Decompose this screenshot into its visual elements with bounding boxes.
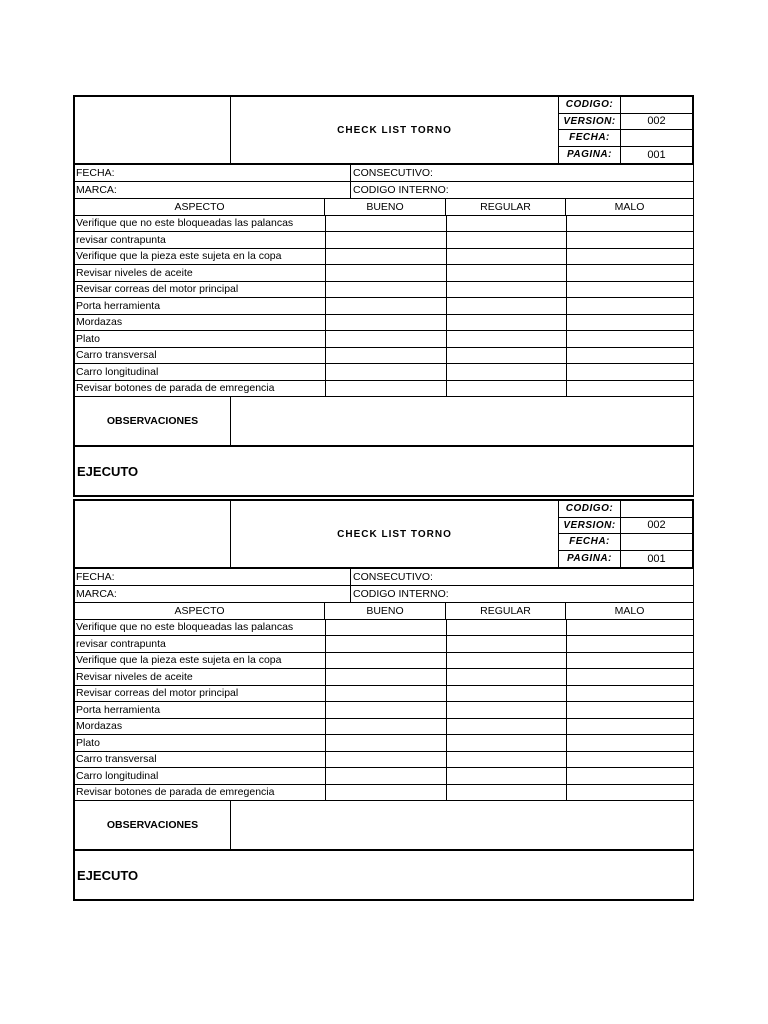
fecha-label: FECHA: [76, 167, 115, 179]
meta-row-version [559, 114, 692, 131]
codigo-label: CODIGO: [559, 501, 621, 517]
aspect-label: Plato [75, 331, 326, 347]
aspect-label: Verifique que la pieza este sujeta en la copa [75, 653, 326, 669]
info-row-fecha [73, 165, 694, 182]
aspect-label: revisar contrapunta [75, 636, 326, 652]
aspect-label: Mordazas [75, 315, 326, 331]
bueno-cell[interactable] [326, 216, 447, 232]
table-row [73, 669, 694, 686]
malo-cell[interactable] [567, 752, 693, 768]
regular-cell[interactable] [447, 298, 567, 314]
version-label: VERSION: [559, 518, 621, 534]
table-row [73, 216, 694, 233]
bueno-cell[interactable] [326, 348, 447, 364]
aspect-label: Carro longitudinal [75, 364, 326, 380]
bueno-cell[interactable] [326, 381, 447, 397]
bueno-cell[interactable] [326, 232, 447, 248]
malo-cell[interactable] [567, 249, 693, 265]
aspect-label: Revisar niveles de aceite [75, 265, 326, 281]
observaciones-label: OBSERVACIONES [75, 397, 231, 445]
aspect-label: Carro transversal [75, 348, 326, 364]
table-row [73, 719, 694, 736]
checklist-form [73, 499, 694, 901]
table-row [73, 364, 694, 381]
malo-cell[interactable] [567, 735, 693, 751]
consecutivo-field[interactable] [351, 165, 693, 181]
codigo-interno-label: CODIGO INTERNO: [353, 184, 449, 196]
codigo-interno-label: CODIGO INTERNO: [353, 588, 449, 600]
table-row [73, 315, 694, 332]
regular-cell[interactable] [447, 216, 567, 232]
pagina-label: PAGINA: [559, 551, 621, 568]
marca-label: MARCA: [76, 588, 117, 600]
aspect-label: Revisar correas del motor principal [75, 686, 326, 702]
malo-cell[interactable] [567, 636, 693, 652]
info-row-fecha [73, 569, 694, 586]
regular-cell[interactable] [447, 752, 567, 768]
regular-cell[interactable] [447, 669, 567, 685]
column-header-regular: REGULAR [446, 603, 566, 619]
table-row [73, 768, 694, 785]
malo-cell[interactable] [567, 348, 693, 364]
observaciones-field[interactable] [231, 801, 693, 849]
aspect-label: Revisar correas del motor principal [75, 282, 326, 298]
table-header [73, 603, 694, 620]
aspect-label: Mordazas [75, 719, 326, 735]
bueno-cell[interactable] [326, 785, 447, 801]
regular-cell[interactable] [447, 331, 567, 347]
form-title: CHECK LIST TORNO [337, 528, 452, 540]
form-title: CHECK LIST TORNO [337, 124, 452, 136]
malo-cell[interactable] [567, 785, 693, 801]
regular-cell[interactable] [447, 768, 567, 784]
malo-cell[interactable] [567, 702, 693, 718]
table-row [73, 381, 694, 398]
fecha-label: FECHA: [76, 571, 115, 583]
regular-cell[interactable] [447, 702, 567, 718]
bueno-cell[interactable] [326, 669, 447, 685]
column-header-malo: MALO [614, 604, 645, 617]
info-row-marca [73, 586, 694, 603]
table-row [73, 752, 694, 769]
aspect-label: Revisar botones de parada de emregencia [75, 785, 326, 801]
pagina-value: 001 [647, 148, 666, 161]
malo-cell[interactable] [567, 216, 693, 232]
ejecuto-field[interactable] [73, 447, 694, 497]
regular-cell[interactable] [447, 315, 567, 331]
bueno-cell[interactable] [326, 686, 447, 702]
table-row [73, 785, 694, 802]
observaciones-label: OBSERVACIONES [75, 801, 231, 849]
malo-cell[interactable] [567, 620, 693, 636]
regular-cell[interactable] [447, 735, 567, 751]
marca-field[interactable] [75, 586, 351, 602]
version-label: VERSION: [559, 114, 621, 130]
table-row [73, 348, 694, 365]
codigo-interno-field[interactable] [351, 182, 693, 198]
table-row [73, 249, 694, 266]
aspect-label: Verifique que no este bloqueadas las palancas [75, 620, 326, 636]
meta-fecha-value [621, 130, 692, 146]
table-row [73, 265, 694, 282]
codigo-label: CODIGO: [559, 97, 621, 113]
observaciones-row [73, 397, 694, 447]
bueno-cell[interactable] [326, 298, 447, 314]
table-row [73, 232, 694, 249]
meta-row-codigo [559, 501, 692, 518]
version-value: 002 [647, 115, 666, 128]
form-header [73, 499, 694, 569]
consecutivo-label: CONSECUTIVO: [353, 167, 433, 179]
bueno-cell[interactable] [326, 719, 447, 735]
ejecuto-field[interactable] [73, 851, 694, 901]
aspect-label: Verifique que la pieza este sujeta en la copa [75, 249, 326, 265]
ejecuto-label: EJECUTO [77, 867, 139, 883]
bueno-cell[interactable] [326, 249, 447, 265]
bueno-cell[interactable] [326, 620, 447, 636]
table-row [73, 735, 694, 752]
aspect-label: Verifique que no este bloqueadas las palancas [75, 216, 326, 232]
regular-cell[interactable] [447, 686, 567, 702]
bueno-cell[interactable] [326, 315, 447, 331]
malo-cell[interactable] [567, 686, 693, 702]
bueno-cell[interactable] [326, 282, 447, 298]
column-header-aspecto: ASPECTO [75, 199, 325, 215]
bueno-cell[interactable] [326, 331, 447, 347]
meta-row-pagina [559, 147, 692, 164]
bueno-cell[interactable] [326, 653, 447, 669]
regular-cell[interactable] [447, 620, 567, 636]
meta-fecha-value [621, 534, 692, 550]
table-row [73, 636, 694, 653]
regular-cell[interactable] [447, 636, 567, 652]
column-header-malo: MALO [614, 200, 645, 213]
meta-row-pagina [559, 551, 692, 568]
codigo-value [621, 97, 692, 113]
aspect-label: Porta herramienta [75, 702, 326, 718]
pagina-value: 001 [647, 552, 666, 565]
document-meta [558, 97, 692, 163]
regular-cell[interactable] [447, 719, 567, 735]
meta-row-fecha [559, 130, 692, 147]
table-header [73, 199, 694, 216]
aspect-label: revisar contrapunta [75, 232, 326, 248]
malo-cell[interactable] [567, 298, 693, 314]
logo-area [75, 97, 231, 163]
table-row [73, 686, 694, 703]
malo-cell[interactable] [567, 315, 693, 331]
consecutivo-field[interactable] [351, 569, 693, 585]
observaciones-row [73, 801, 694, 851]
regular-cell[interactable] [447, 785, 567, 801]
malo-cell[interactable] [567, 364, 693, 380]
codigo-interno-field[interactable] [351, 586, 693, 602]
regular-cell[interactable] [447, 249, 567, 265]
column-header-bueno: BUENO [325, 603, 446, 619]
regular-cell[interactable] [447, 348, 567, 364]
malo-cell[interactable] [567, 653, 693, 669]
regular-cell[interactable] [447, 653, 567, 669]
logo-area [75, 501, 231, 567]
version-value: 002 [647, 519, 666, 532]
malo-cell[interactable] [567, 669, 693, 685]
column-header-regular: REGULAR [446, 199, 566, 215]
meta-row-fecha [559, 534, 692, 551]
bueno-cell[interactable] [326, 752, 447, 768]
meta-row-version [559, 518, 692, 535]
malo-cell[interactable] [567, 265, 693, 281]
aspect-label: Carro transversal [75, 752, 326, 768]
meta-fecha-label: FECHA: [559, 534, 621, 550]
meta-fecha-label: FECHA: [559, 130, 621, 146]
table-row [73, 702, 694, 719]
column-header-aspecto: ASPECTO [75, 603, 325, 619]
table-row [73, 653, 694, 670]
aspect-label: Revisar niveles de aceite [75, 669, 326, 685]
bueno-cell[interactable] [326, 265, 447, 281]
regular-cell[interactable] [447, 232, 567, 248]
aspect-label: Revisar botones de parada de emregencia [75, 381, 326, 397]
regular-cell[interactable] [447, 381, 567, 397]
bueno-cell[interactable] [326, 768, 447, 784]
table-row [73, 620, 694, 637]
bueno-cell[interactable] [326, 735, 447, 751]
fecha-field[interactable] [75, 569, 351, 585]
ejecuto-label: EJECUTO [77, 463, 139, 479]
document-meta [558, 501, 692, 567]
info-row-marca [73, 182, 694, 199]
malo-cell[interactable] [567, 331, 693, 347]
aspect-label: Porta herramienta [75, 298, 326, 314]
malo-cell[interactable] [567, 232, 693, 248]
bueno-cell[interactable] [326, 702, 447, 718]
consecutivo-label: CONSECUTIVO: [353, 571, 433, 583]
column-header-bueno: BUENO [325, 199, 446, 215]
observaciones-field[interactable] [231, 397, 693, 445]
regular-cell[interactable] [447, 265, 567, 281]
malo-cell[interactable] [567, 282, 693, 298]
malo-cell[interactable] [567, 381, 693, 397]
malo-cell[interactable] [567, 768, 693, 784]
aspect-label: Carro longitudinal [75, 768, 326, 784]
table-row [73, 298, 694, 315]
table-row [73, 331, 694, 348]
bueno-cell[interactable] [326, 636, 447, 652]
bueno-cell[interactable] [326, 364, 447, 380]
form-header [73, 95, 694, 165]
meta-row-codigo [559, 97, 692, 114]
malo-cell[interactable] [567, 719, 693, 735]
marca-field[interactable] [75, 182, 351, 198]
checklist-form [73, 95, 694, 497]
fecha-field[interactable] [75, 165, 351, 181]
regular-cell[interactable] [447, 364, 567, 380]
regular-cell[interactable] [447, 282, 567, 298]
table-row [73, 282, 694, 299]
marca-label: MARCA: [76, 184, 117, 196]
aspect-label: Plato [75, 735, 326, 751]
codigo-value [621, 501, 692, 517]
pagina-label: PAGINA: [559, 147, 621, 164]
